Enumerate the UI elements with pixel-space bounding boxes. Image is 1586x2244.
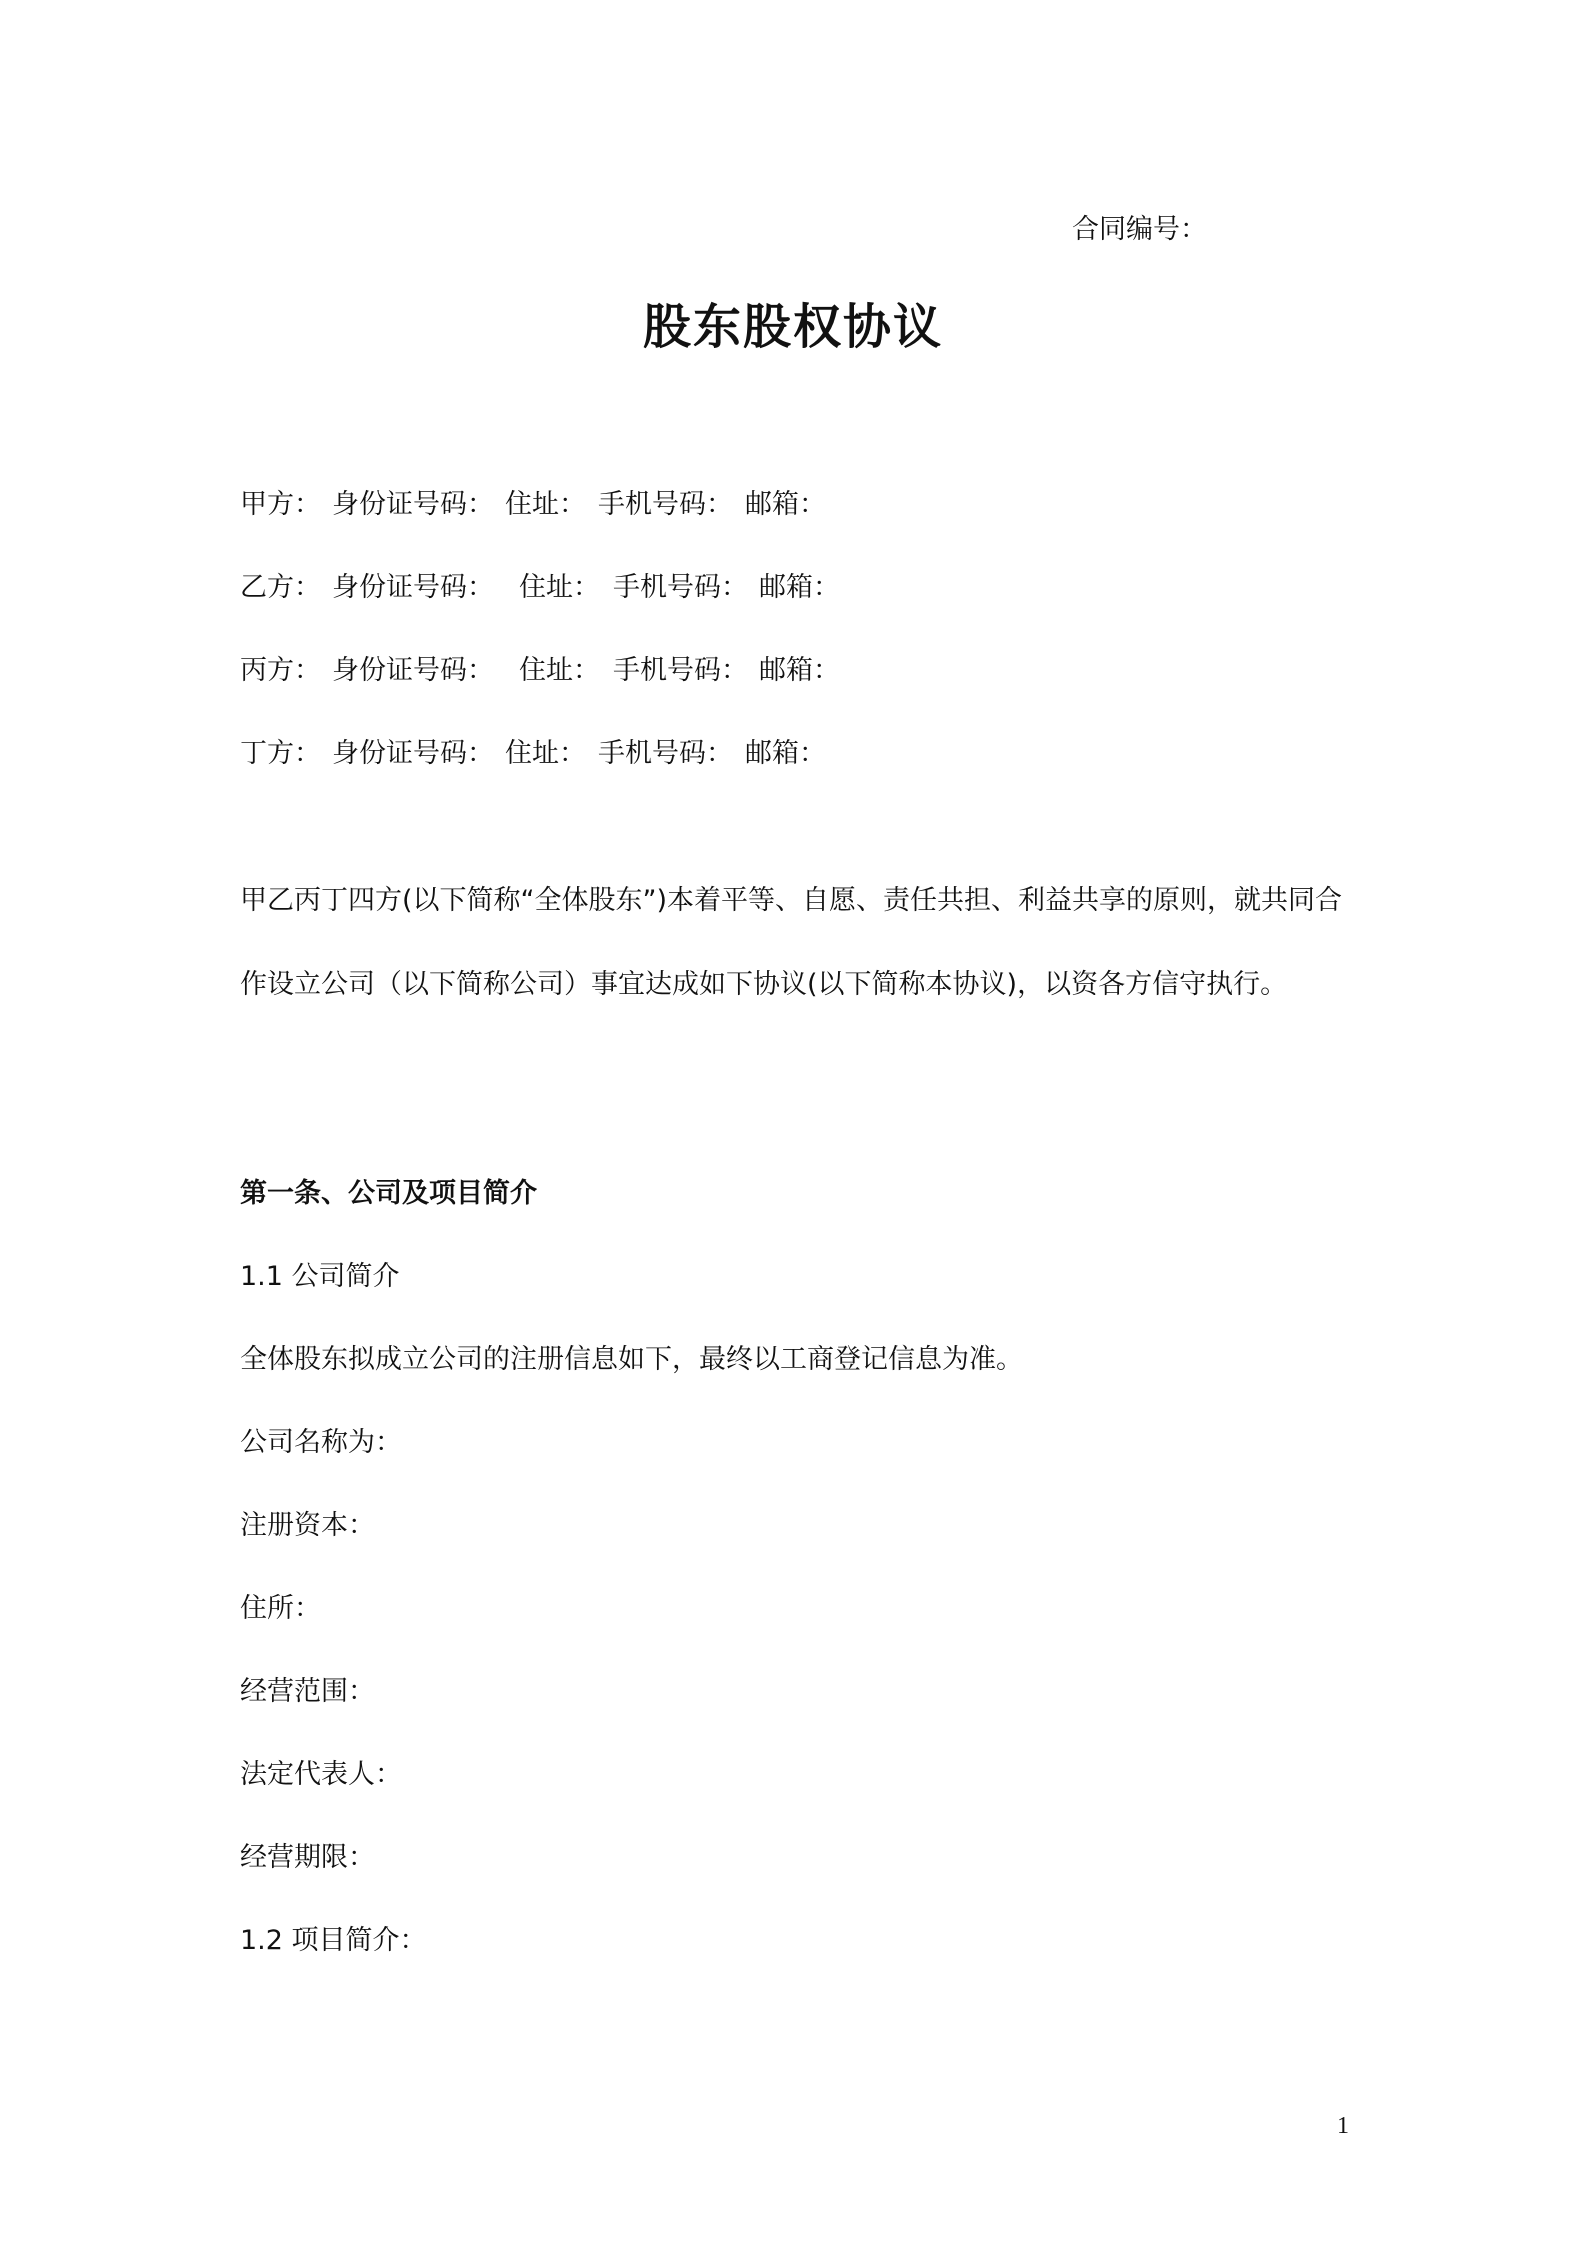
party-label: 丁方： <box>240 738 321 769</box>
operating-term-label: 经营期限： <box>240 1842 375 1873</box>
party-label: 丙方： <box>240 655 321 686</box>
party-row-b <box>240 568 840 608</box>
intro-line-1: 甲乙丙丁四方(以下简称“全体股东”)本着平等、自愿、责任共担、利益共享的原则，就共同合 <box>240 885 1343 916</box>
address-label: 住址： <box>519 572 600 603</box>
id-number-label: 身份证号码： <box>332 572 494 603</box>
email-label: 邮箱： <box>759 655 840 686</box>
phone-label: 手机号码： <box>613 655 748 686</box>
party-label: 乙方： <box>240 572 321 603</box>
intro-line-2: 作设立公司（以下简称公司）事宜达成如下协议(以下简称本协议)，以资各方信守执行。 <box>240 969 1288 1000</box>
phone-label: 手机号码： <box>598 489 733 520</box>
company-info-description: 全体股东拟成立公司的注册信息如下，最终以工商登记信息为准。 <box>240 1344 1023 1375</box>
article-1-heading: 第一条、公司及项目简介 <box>240 1178 537 1209</box>
section-1-2-heading: 1.2 项目简介： <box>240 1925 427 1956</box>
contract-number-label: 合同编号： <box>1072 214 1207 245</box>
party-row-c <box>240 651 840 691</box>
party-row-d <box>240 734 826 774</box>
domicile-label: 住所： <box>240 1593 321 1624</box>
phone-label: 手机号码： <box>613 572 748 603</box>
party-row-a <box>240 485 826 525</box>
id-number-label: 身份证号码： <box>332 489 494 520</box>
id-number-label: 身份证号码： <box>332 738 494 769</box>
section-1-1-heading: 1.1 公司简介 <box>240 1261 400 1292</box>
email-label: 邮箱： <box>745 738 826 769</box>
document-title: 股东股权协议 <box>642 299 943 355</box>
address-label: 住址： <box>505 489 586 520</box>
company-name-label: 公司名称为： <box>240 1427 402 1458</box>
address-label: 住址： <box>519 655 600 686</box>
email-label: 邮箱： <box>745 489 826 520</box>
email-label: 邮箱： <box>759 572 840 603</box>
id-number-label: 身份证号码： <box>332 655 494 686</box>
registered-capital-label: 注册资本： <box>240 1510 375 1541</box>
address-label: 住址： <box>505 738 586 769</box>
phone-label: 手机号码： <box>598 738 733 769</box>
business-scope-label: 经营范围： <box>240 1676 375 1707</box>
party-label: 甲方： <box>240 489 321 520</box>
legal-representative-label: 法定代表人： <box>240 1759 402 1790</box>
page-number: 1 <box>1337 2113 1349 2139</box>
